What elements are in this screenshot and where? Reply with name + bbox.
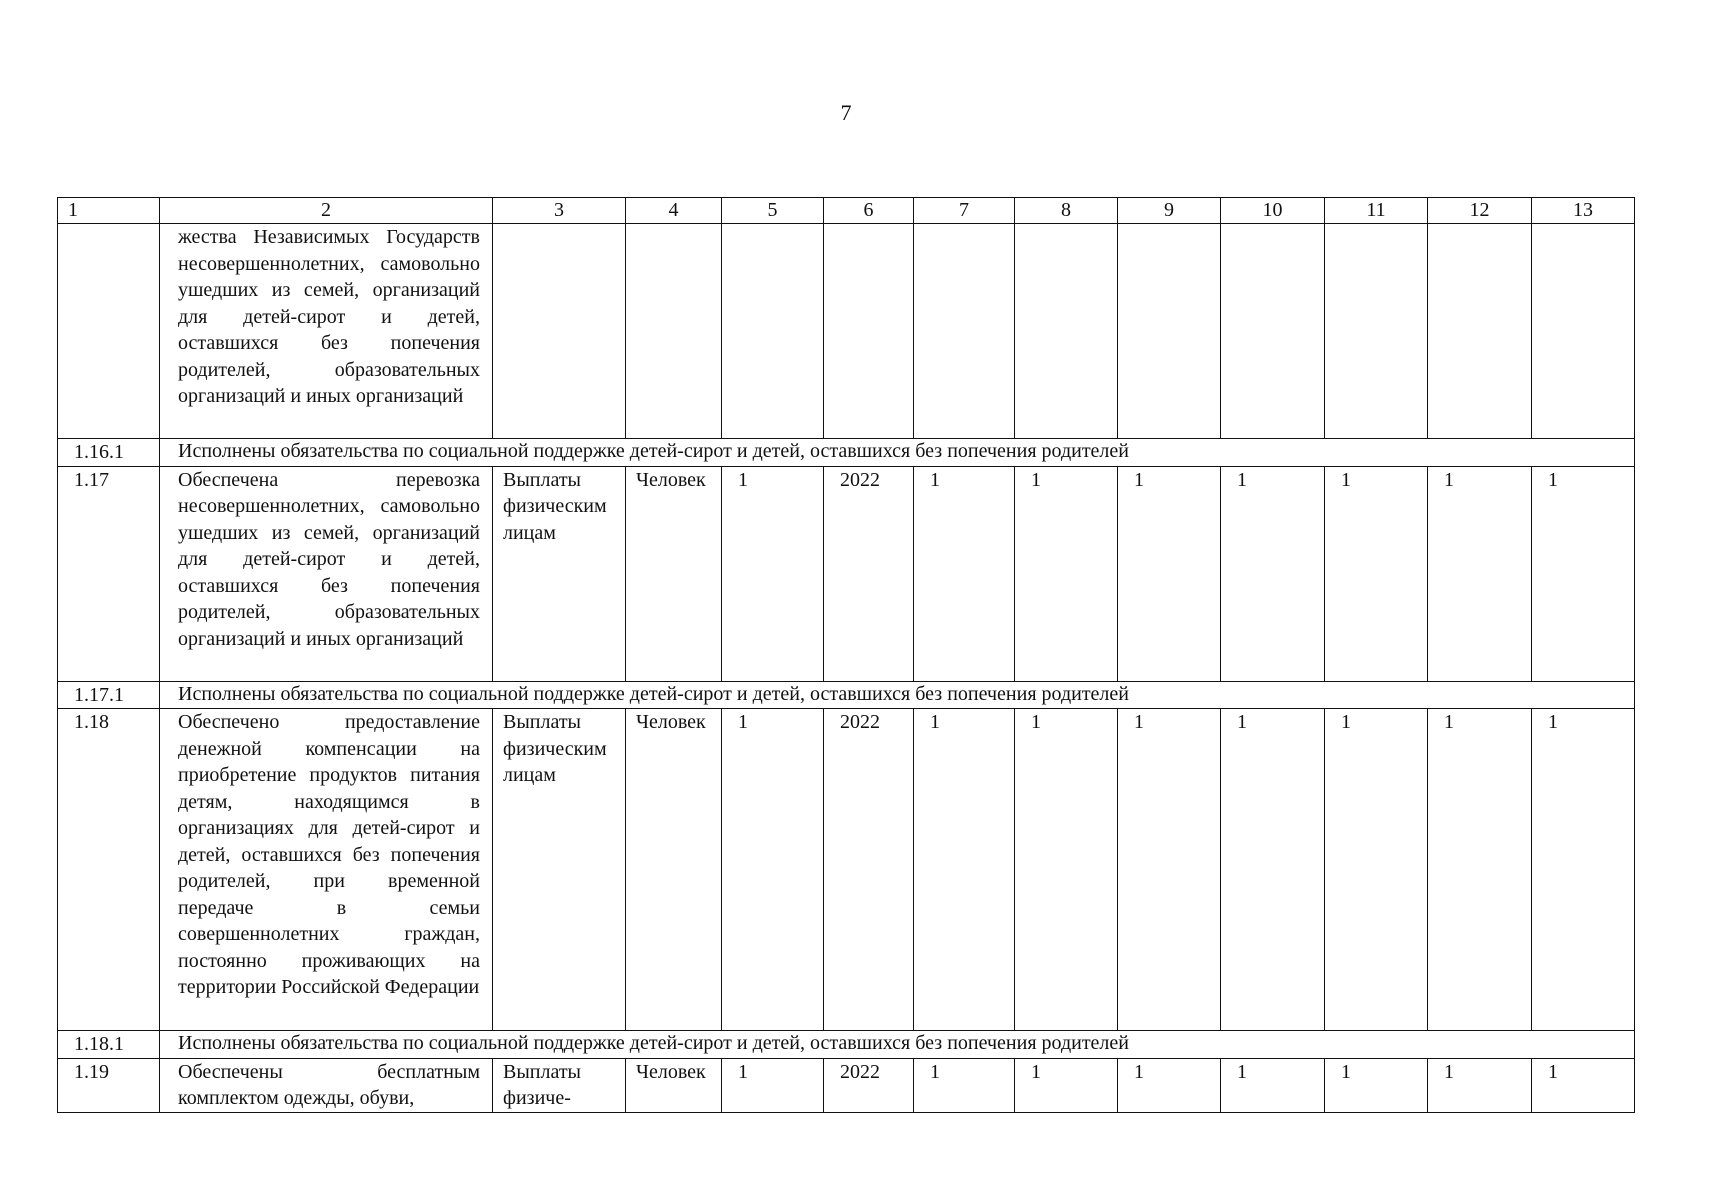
empty-cell [626, 224, 722, 439]
empty-cell [1221, 224, 1325, 439]
header-cell: 9 [1118, 198, 1221, 224]
row-unit-cell: Человек [626, 709, 722, 1031]
row-unit-cell: Человек [626, 466, 722, 681]
row-value-cell: 1 [1118, 466, 1221, 681]
row-description-cell: Обеспечена перевозка несовершеннолетних, самовольно ушедших из семей, организаций для детей-сирот и детей, оставшихся без попечения родителей, образовательных организаций и иных организаций [160, 466, 493, 681]
row-value-cell: 1 [1221, 1058, 1325, 1112]
row-description-cell: Обеспечены бесплатным комплектом одежды, обуви, [160, 1058, 493, 1112]
row-type-cell: Выплаты физическим лицам [493, 709, 626, 1031]
data-table [57, 197, 1635, 1113]
table-row-1-18-1 [58, 1031, 1635, 1059]
row-type-cell: Выплаты физическим лицам [493, 466, 626, 681]
row-merged-text-cell: Исполнены обязательства по социальной поддержке детей-сирот и детей, оставшихся без попечения родителей [160, 681, 1635, 709]
row-id-cell: 1.17 [58, 466, 160, 681]
header-cell: 6 [824, 198, 914, 224]
row-id-cell: 1.18.1 [58, 1031, 160, 1059]
row-value-cell: 1 [1015, 709, 1118, 1031]
header-cell: 4 [626, 198, 722, 224]
table-row-1-18 [58, 709, 1635, 1031]
empty-cell [914, 224, 1015, 439]
header-cell: 13 [1532, 198, 1635, 224]
row-description-cell: жества Независимых Государств несовершеннолетних, самовольно ушедших из семей, организаций для детей-сирот и детей, оставшихся без попечения родителей, образовательных организаций и иных организаций [160, 224, 493, 439]
header-cell: 2 [160, 198, 493, 224]
row-id-cell: 1.19 [58, 1058, 160, 1112]
table-row-1-16-1 [58, 439, 1635, 467]
table-row-1-19 [58, 1058, 1635, 1112]
empty-cell [722, 224, 824, 439]
header-cell: 8 [1015, 198, 1118, 224]
row-id-cell: 1.18 [58, 709, 160, 1031]
empty-cell [824, 224, 914, 439]
row-id-cell [58, 224, 160, 439]
empty-cell [1015, 224, 1118, 439]
row-id-cell: 1.17.1 [58, 681, 160, 709]
row-unit-cell: Человек [626, 1058, 722, 1112]
empty-cell [1532, 224, 1635, 439]
empty-cell [1325, 224, 1428, 439]
row-value-cell: 1 [722, 1058, 824, 1112]
row-merged-text-cell: Исполнены обязательства по социальной поддержке детей-сирот и детей, оставшихся без попечения родителей [160, 1031, 1635, 1059]
row-value-cell: 1 [914, 709, 1015, 1031]
row-value-cell: 1 [1325, 1058, 1428, 1112]
row-year-cell: 2022 [824, 1058, 914, 1112]
row-value-cell: 1 [1532, 466, 1635, 681]
row-value-cell: 1 [722, 466, 824, 681]
header-cell: 1 [58, 198, 160, 224]
row-value-cell: 1 [1118, 1058, 1221, 1112]
row-value-cell: 1 [1015, 466, 1118, 681]
row-type-cell: Выплаты физиче- [493, 1058, 626, 1112]
header-cell: 3 [493, 198, 626, 224]
row-value-cell: 1 [1221, 466, 1325, 681]
header-cell: 11 [1325, 198, 1428, 224]
table-row-1-17-1 [58, 681, 1635, 709]
header-cell: 7 [914, 198, 1015, 224]
table-header-row [58, 198, 1635, 224]
row-value-cell: 1 [1325, 466, 1428, 681]
row-value-cell: 1 [1015, 1058, 1118, 1112]
row-value-cell: 1 [1325, 709, 1428, 1031]
header-cell: 12 [1428, 198, 1532, 224]
row-value-cell: 1 [1118, 709, 1221, 1031]
page-number: 7 [840, 100, 852, 125]
row-value-cell: 1 [722, 709, 824, 1031]
row-merged-text-cell: Исполнены обязательства по социальной поддержке детей-сирот и детей, оставшихся без попечения родителей [160, 439, 1635, 467]
row-description-cell: Обеспечено предоставление денежной компенсации на приобретение продуктов питания детям, находящимся в организациях для детей-сирот и детей, оставшихся без попечения родителей, при временной передаче в семьи совершеннолетних граждан, постоянно проживающих на территории Российской Федерации [160, 709, 493, 1031]
table-row-1-17 [58, 466, 1635, 681]
row-value-cell: 1 [1221, 709, 1325, 1031]
row-year-cell: 2022 [824, 466, 914, 681]
row-value-cell: 1 [1428, 709, 1532, 1031]
empty-cell [493, 224, 626, 439]
empty-cell [1428, 224, 1532, 439]
row-value-cell: 1 [1532, 709, 1635, 1031]
row-value-cell: 1 [914, 466, 1015, 681]
row-year-cell: 2022 [824, 709, 914, 1031]
row-id-cell: 1.16.1 [58, 439, 160, 467]
row-value-cell: 1 [914, 1058, 1015, 1112]
table-row-continuation [58, 224, 1635, 439]
row-value-cell: 1 [1532, 1058, 1635, 1112]
row-value-cell: 1 [1428, 1058, 1532, 1112]
header-cell: 5 [722, 198, 824, 224]
row-value-cell: 1 [1428, 466, 1532, 681]
header-cell: 10 [1221, 198, 1325, 224]
empty-cell [1118, 224, 1221, 439]
